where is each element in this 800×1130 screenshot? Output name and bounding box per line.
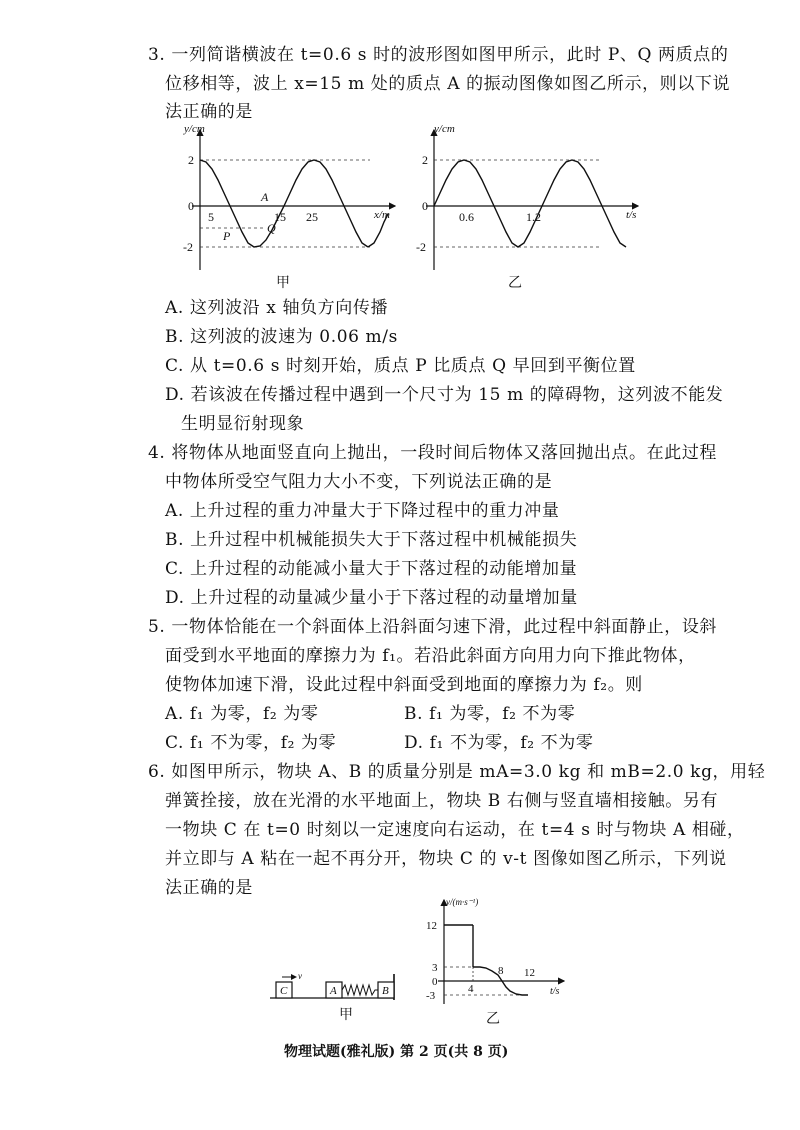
wave-ylabel: y/cm [184,123,205,135]
vib-ytick-0: 0 [422,199,428,213]
vt-ylabel: v/(m·s⁻¹) [446,897,479,907]
block-c-label: C [280,985,288,997]
q3-option-c: C. 从 t=0.6 s 时刻开始，质点 P 比质点 Q 早回到平衡位置 [165,356,636,376]
q4-option-c: C. 上升过程的动能减小量大于下落过程的动能增加量 [165,559,578,579]
vibration-graph-yi [410,122,650,292]
vt-xtick-12: 12 [524,967,535,979]
vt-ytick-0: 0 [432,976,438,988]
wave-ytick-2: 2 [188,153,194,167]
q3-option-d-line1: D. 若该波在传播过程中遇到一个尺寸为 15 m 的障碍物，这列波不能发 [165,385,724,405]
wave-ytick-0: 0 [188,199,194,213]
point-q-label: Q [267,221,276,235]
vib-caption-yi: 乙 [508,275,522,291]
q4-stem-line1: 4. 将物体从地面竖直向上抛出，一段时间后物体又落回抛出点。在此过程 [148,443,718,463]
vib-xtick-12: 1.2 [526,210,541,224]
blocks-caption-jia: 甲 [339,1007,353,1023]
vt-graph-yi [418,896,568,1006]
vib-ytick-2: 2 [422,153,428,167]
vt-ytick-3: 3 [432,962,438,974]
block-b-label: B [382,985,389,997]
q5-stem-line2: 面受到水平地面的摩擦力为 f₁。若沿此斜面方向用力向下推此物体， [165,646,696,666]
q4-option-d: D. 上升过程的动量减少量小于下落过程的动量增加量 [165,588,578,608]
wave-ytick-neg2: -2 [183,240,193,254]
q3-option-d-line2: 生明显衍射现象 [181,414,305,434]
q3-option-b: B. 这列波的波速为 0.06 m/s [165,327,398,347]
vt-xlabel: t/s [550,986,560,997]
wave-caption-jia: 甲 [276,275,290,291]
blocks-spring-figure [268,968,404,1004]
wave-graph-jia [170,122,400,292]
q4-option-a: A. 上升过程的重力冲量大于下降过程中的重力冲量 [165,501,560,521]
vib-xlabel: t/s [626,209,637,221]
point-p-label: P [223,229,231,243]
vt-ytick-12: 12 [426,920,437,932]
vib-xtick-06: 0.6 [459,210,474,224]
q4-option-b: B. 上升过程中机械能损失大于下落过程中机械能损失 [165,530,578,550]
vt-xtick-8: 8 [498,965,504,977]
block-a-label: A [330,985,337,997]
q5-stem-line3: 使物体加速下滑，设此过程中斜面受到地面的摩擦力为 f₂。则 [165,675,643,695]
q6-stem-line1: 6. 如图甲所示，物块 A、B 的质量分别是 mA=3.0 kg 和 mB=2.0 kg，用轻 [148,762,766,782]
q4-stem-line2: 中物体所受空气阻力大小不变，下列说法正确的是 [165,472,553,492]
q3-option-a: A. 这列波沿 x 轴负方向传播 [165,298,389,318]
q6-stem-line5: 法正确的是 [165,878,253,898]
q5-stem-line1: 5. 一物体恰能在一个斜面体上沿斜面匀速下滑，此过程中斜面静止，设斜 [148,617,718,637]
q5-option-c: C. f₁ 不为零，f₂ 为零 [165,733,337,753]
q6-stem-line4: 并立即与 A 粘在一起不再分开，物块 C 的 v-t 图像如图乙所示，下列说 [165,849,727,869]
velocity-v-label: v [298,971,302,981]
vib-ytick-neg2: -2 [416,240,426,254]
q3-stem-line3: 法正确的是 [165,102,253,122]
q3-stem-line2: 位移相等，波上 x=15 m 处的质点 A 的振动图像如图乙所示，则以下说 [165,74,731,94]
q5-option-a: A. f₁ 为零，f₂ 为零 [165,704,319,724]
q6-stem-line2: 弹簧拴接，放在光滑的水平地面上，物块 B 右侧与竖直墙相接触。另有 [165,791,719,811]
q5-option-b: B. f₁ 为零，f₂ 不为零 [404,704,576,724]
wave-xtick-25: 25 [306,210,318,224]
wave-xtick-5: 5 [208,210,214,224]
vt-xtick-4: 4 [468,983,474,995]
q6-stem-line3: 一物块 C 在 t=0 时刻以一定速度向右运动，在 t=4 s 时与物块 A 相碰， [165,820,745,840]
q5-option-d: D. f₁ 不为零，f₂ 不为零 [404,733,594,753]
wave-xlabel: x/m [374,209,390,221]
wave-xtick-15: 15 [274,210,286,224]
spring [342,985,378,995]
vt-ytick-neg3: -3 [426,990,436,1002]
vib-ylabel: y/cm [434,123,455,135]
page-footer: 物理试题(雅礼版) 第 2 页(共 8 页) [284,1044,509,1060]
vt-caption-yi: 乙 [486,1011,500,1027]
point-a-label: A [261,190,269,204]
q3-stem-line1: 3. 一列简谐横波在 t=0.6 s 时的波形图如图甲所示，此时 P、Q 两质点的 [148,45,729,65]
